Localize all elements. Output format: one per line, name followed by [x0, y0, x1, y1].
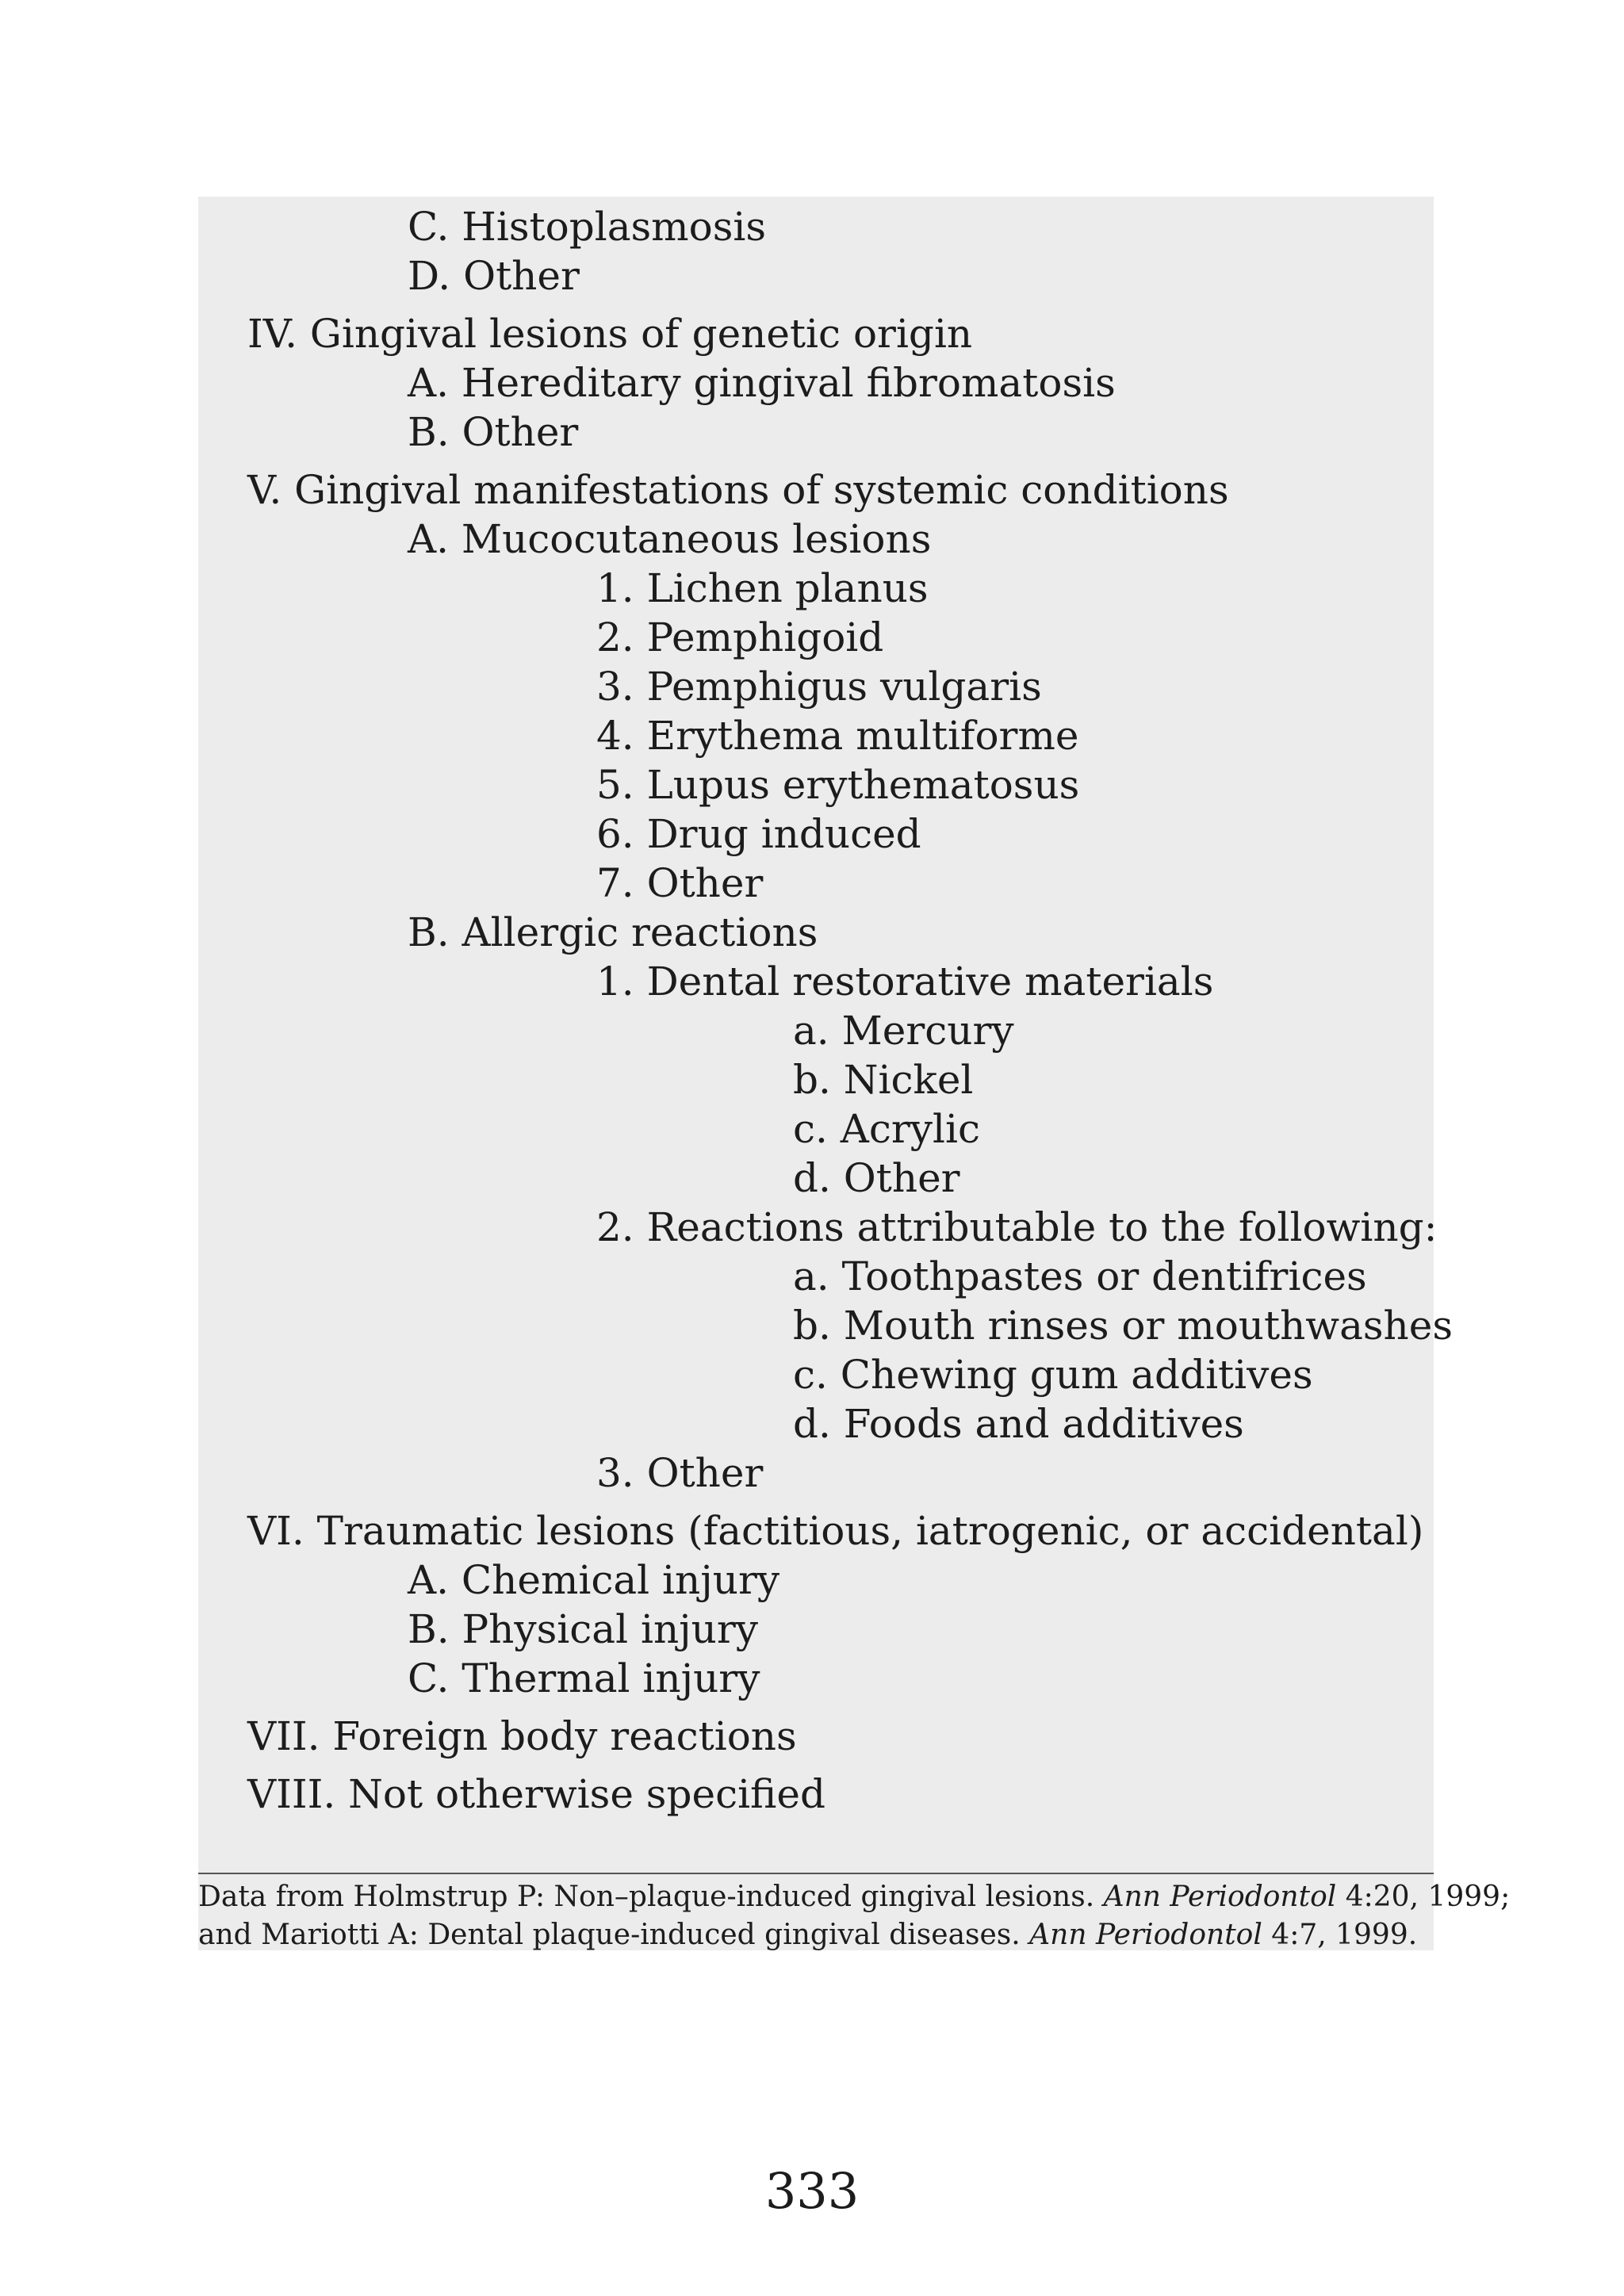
page-number: 333 — [764, 2162, 860, 2220]
outline-item: A. Chemical injury — [408, 1557, 780, 1603]
footnote-text: and Mariotti A: Dental plaque-induced gingival diseases. — [198, 1919, 1030, 1951]
outline-item: A. Hereditary gingival fibromatosis — [408, 360, 1116, 406]
outline-subsubitem: d. Other — [793, 1155, 960, 1201]
outline-subsubitem: a. Mercury — [793, 1008, 1014, 1054]
outline-item: D. Other — [408, 253, 580, 299]
outline-subsubitem: b. Mouth rinses or mouthwashes — [793, 1303, 1454, 1349]
outline-heading: IV. Gingival lesions of genetic origin — [247, 311, 973, 357]
outline-subitem: 3. Other — [596, 1450, 764, 1496]
journal-title: Ann Periodontol — [1029, 1919, 1262, 1951]
footnote-divider — [198, 1873, 1434, 1874]
footnote-text: 4:7, 1999. — [1262, 1919, 1418, 1951]
footnote-line-1 — [198, 1877, 1511, 1917]
outline-subsubitem: c. Chewing gum additives — [793, 1352, 1313, 1398]
footnote-text: 4:20, 1999; — [1336, 1881, 1511, 1913]
outline-subitem: 3. Pemphigus vulgaris — [596, 664, 1042, 710]
outline-item: B. Allergic reactions — [408, 909, 818, 955]
outline-subitem: 1. Lichen planus — [596, 565, 929, 611]
outline-subitem: 2. Reactions attributable to the following: — [596, 1204, 1438, 1250]
journal-title: Ann Periodontol — [1103, 1881, 1337, 1913]
outline-subsubitem: c. Acrylic — [793, 1106, 981, 1152]
outline-subitem: 7. Other — [596, 860, 764, 906]
outline-item: C. Thermal injury — [408, 1655, 760, 1701]
outline-subitem: 2. Pemphigoid — [596, 614, 884, 660]
outline-subsubitem: d. Foods and additives — [793, 1401, 1244, 1447]
footnote-line-2 — [198, 1915, 1434, 1955]
outline-heading: VIII. Not otherwise specified — [247, 1771, 826, 1817]
outline-item: B. Physical injury — [408, 1606, 759, 1652]
footnote-text: Data from Holmstrup P: Non–plaque-induced gingival lesions. — [198, 1881, 1104, 1913]
outline-item: A. Mucocutaneous lesions — [408, 516, 932, 562]
outline-heading: VI. Traumatic lesions (factitious, iatrogenic, or accidental) — [247, 1508, 1424, 1554]
outline-item: B. Other — [408, 409, 579, 455]
outline-item: C. Histoplasmosis — [408, 204, 767, 250]
outline-heading: V. Gingival manifestations of systemic conditions — [247, 467, 1229, 513]
outline-heading: VII. Foreign body reactions — [247, 1713, 797, 1759]
outline-subitem: 4. Erythema multiforme — [596, 713, 1079, 759]
outline-subitem: 1. Dental restorative materials — [596, 959, 1214, 1004]
outline-subitem: 5. Lupus erythematosus — [596, 762, 1080, 808]
outline-subsubitem: a. Toothpastes or dentifrices — [793, 1253, 1367, 1299]
outline-subitem: 6. Drug induced — [596, 811, 921, 857]
outline-subsubitem: b. Nickel — [793, 1057, 974, 1103]
